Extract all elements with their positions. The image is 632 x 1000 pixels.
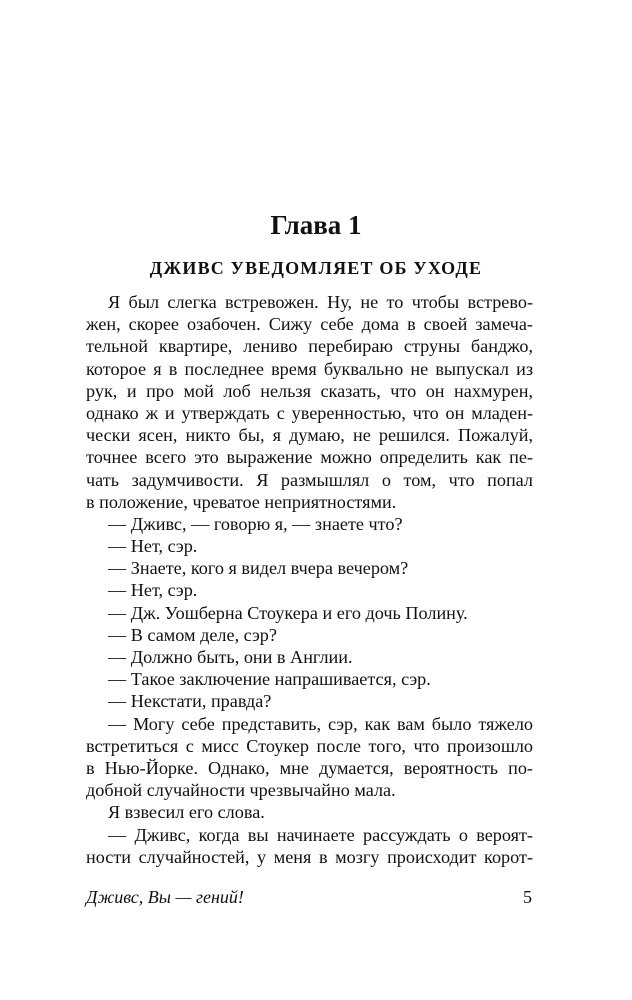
dialogue-line: — Нет, сэр.	[108, 580, 198, 601]
dialogue-line: — В самом деле, сэр?	[108, 624, 277, 645]
text-line: точнее всего это выражение можно определить как пе-	[86, 447, 533, 468]
dialogue-line: — Могу себе представить, сэр, как вам было тяжело	[108, 713, 533, 734]
text-line: чать задумчивости. Я размышлял о том, что попал	[86, 469, 533, 490]
text-line: ности случайностей, у меня в мозгу происходит корот-	[86, 846, 533, 867]
text-line: в положение, чреватое неприятностями.	[86, 491, 397, 512]
dialogue-line: — Такое заключение напрашивается, сэр.	[108, 669, 431, 690]
text-line: которое я в последнее время буквально не выпускал из	[86, 358, 533, 379]
text-line: тельной квартире, лениво перебираю струны банджо,	[86, 336, 533, 357]
dialogue-line: — Нет, сэр.	[108, 536, 198, 557]
dialogue-line: — Дживс, когда вы начинаете рассуждать о вероят-	[108, 824, 533, 845]
body-text	[86, 291, 533, 868]
text-line: однако ж и утверждать с уверенностью, что он младен-	[86, 402, 533, 423]
footer-book-title: Дживс, Вы — гений!	[86, 887, 244, 907]
chapter-number: Глава 1	[270, 210, 362, 240]
text-line: в Нью-Йорке. Однако, мне думается, вероятность по-	[86, 757, 533, 778]
dialogue-line: — Дж. Уошберна Стоукера и его дочь Полину.	[108, 602, 468, 623]
chapter-title: ДЖИВС УВЕДОМЛЯЕТ ОБ УХОДЕ	[149, 258, 483, 278]
text-line: чески ясен, никто бы, я думаю, не решился. Пожалуй,	[86, 425, 533, 446]
text-line: жен, скорее озабочен. Сижу себе дома в своей замеча-	[86, 314, 533, 335]
text-line: встретиться с мисс Стоукер после того, что произошло	[86, 735, 533, 756]
text-line: добной случайности чрезвычайно мала.	[86, 780, 396, 801]
text-line: Я взвесил его слова.	[108, 802, 265, 823]
text-line: рук, и про мой лоб нельзя сказать, что он нахмурен,	[86, 380, 533, 401]
page-number: 5	[523, 887, 532, 907]
dialogue-line: — Знаете, кого я видел вчера вечером?	[108, 558, 409, 579]
dialogue-line: — Некстати, правда?	[108, 691, 272, 712]
dialogue-line: — Должно быть, они в Англии.	[108, 647, 353, 667]
text-line: Я был слегка встревожен. Ну, не то чтобы встрево-	[108, 292, 533, 312]
dialogue-line: — Дживс, — говорю я, — знаете что?	[108, 513, 403, 534]
